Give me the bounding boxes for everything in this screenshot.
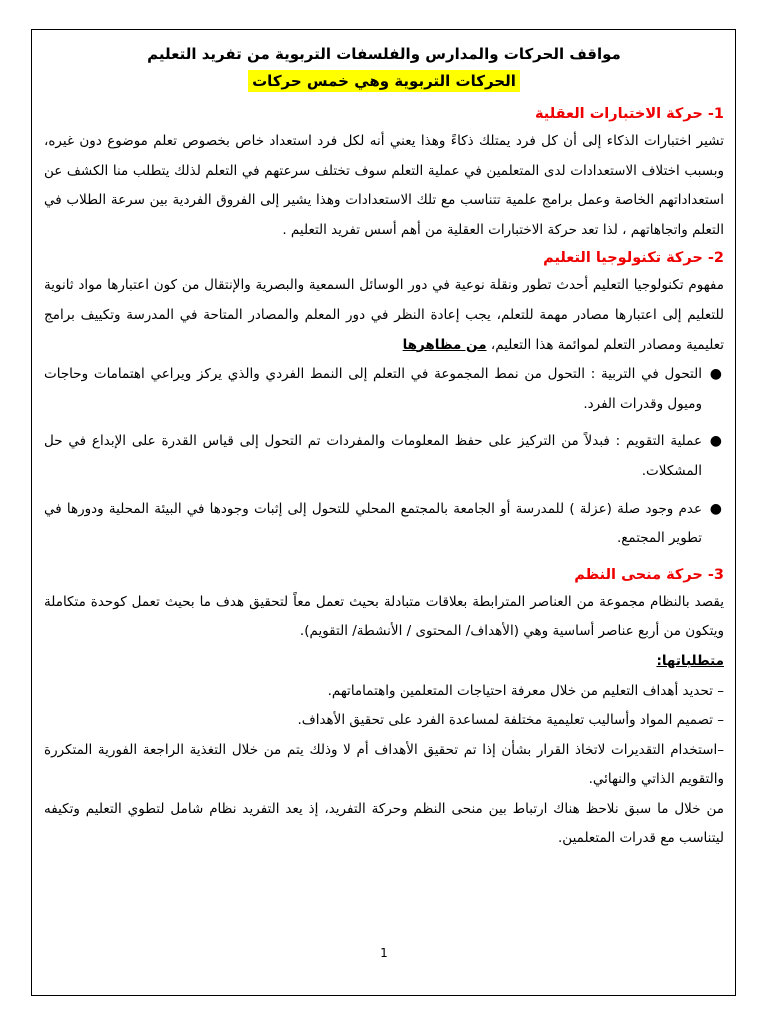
document-body	[44, 40, 724, 854]
requirement-item: – تحديد أهداف التعليم من خلال معرفة احتياجات المتعلمين واهتماماتهم.	[327, 682, 724, 699]
requirement-item: –استخدام التقديرات لاتخاذ القرار بشأن إذا تم تحقيق الأهداف أم لا وذلك يتم من خلال التغذية الراجعة الفورية المتكررة والتقويم الذاتي والنهائي.	[44, 741, 724, 788]
section-3-paragraph: يقصد بالنظام مجموعة من العناصر المترابطة بعلاقات متبادلة بحيث تعمل معاً لتحقيق هدف ما بحيث تعمل كوحدة متكاملة ويتكون من أربع عناصر أساسية وهي (الأهداف/ المحتوى / الأنشطة/ التقويم).	[44, 593, 724, 640]
manifestations-label: من مظاهرها	[402, 336, 487, 353]
conclusion-paragraph: من خلال ما سبق نلاحظ هناك ارتباط بين منحى النظم وحركة التفريد، إذ يعد التفريد نظام شامل لتطوي التعليم وتكيفه ليتناسب مع قدرات المتعلمين.	[44, 800, 724, 847]
list-item	[44, 360, 724, 419]
page-number: 1	[380, 946, 388, 960]
section-2-paragraph	[44, 271, 724, 360]
highlighted-subtitle: الحركات التربوية وهي خمس حركات	[248, 70, 520, 92]
manifestations-list	[44, 360, 724, 554]
bullet-icon: ●	[709, 366, 722, 383]
requirement-item: – تصميم المواد وأساليب تعليمية مختلفة لمساعدة الفرد على تحقيق الأهداف.	[297, 712, 724, 729]
requirements-label: متطلباتها:	[656, 652, 724, 669]
bullet-icon: ●	[709, 433, 722, 450]
subtitle-wrap	[44, 68, 724, 95]
list-item	[44, 495, 724, 554]
list-item-text: التحول في التربية : التحول من نمط المجموعة في التعلم إلى النمط الفردي والذي يركز ويراعي اهتمامات وحاجات وميول وقدرات الفرد.	[44, 366, 702, 412]
list-item	[44, 427, 724, 486]
section-1-paragraph: تشير اختبارات الذكاء إلى أن كل فرد يمتلك ذكاءً وهذا يعني أنه لكل فرد استعداد خاص بخصوص تعلم موضوع دون غيره، وبسبب اختلاف الاستعدادات لدى المتعلمين في عملية التعلم سوف تختلف سرعتهم في التعلم لذلك يتطلب منا الكشف عن استعداداتهم الخاصة وعمل برامج علمية تتناسب مع تلك الاستعدادات وهذا يشير إلى الفروق الفردية بين سرعة الطلاب في التعلم واتجاهاتهم ، لذا تعد حركة الاختبارات العقلية من أهم أسس تفريد التعليم .	[44, 133, 724, 238]
section-3-heading: 3- حركة منحى النظم	[574, 566, 724, 583]
section-2-heading: 2- حركة تكنولوجيا التعليم	[543, 250, 724, 267]
document-title: مواقف الحركات والمدارس والفلسفات التربوية من تفريد التعليم	[147, 45, 621, 63]
section-2-text: مفهوم تكنولوجيا التعليم أحدث تطور ونقلة نوعية في دور الوسائل السمعية والبصرية والإنتقال من كون اعتبارها مواد ثانوية للتعليم إلى اعتبارها مصادر مهمة للتعلم، يجب إعادة النظر في دور المعلم والمصادر المتاحة في المدرسة وتكييف برامج تعليمية ومصادر التعلم لموائمة هذا التعليم،	[44, 277, 724, 353]
list-item-text: عدم وجود صلة (عزلة ) للمدرسة أو الجامعة بالمجتمع المحلي للتحول إلى إثبات وجودها في البيئة المحلية ودورها في تطوير المجتمع.	[44, 500, 702, 547]
section-1-heading: 1- حركة الاختبارات العقلية	[534, 106, 724, 122]
list-item-text: عملية التقويم : فبدلاً من التركيز على حفظ المعلومات والمفردات تم التحول إلى قياس القدرة على الإبداع في حل المشكلات.	[44, 433, 702, 479]
bullet-icon: ●	[709, 500, 722, 517]
